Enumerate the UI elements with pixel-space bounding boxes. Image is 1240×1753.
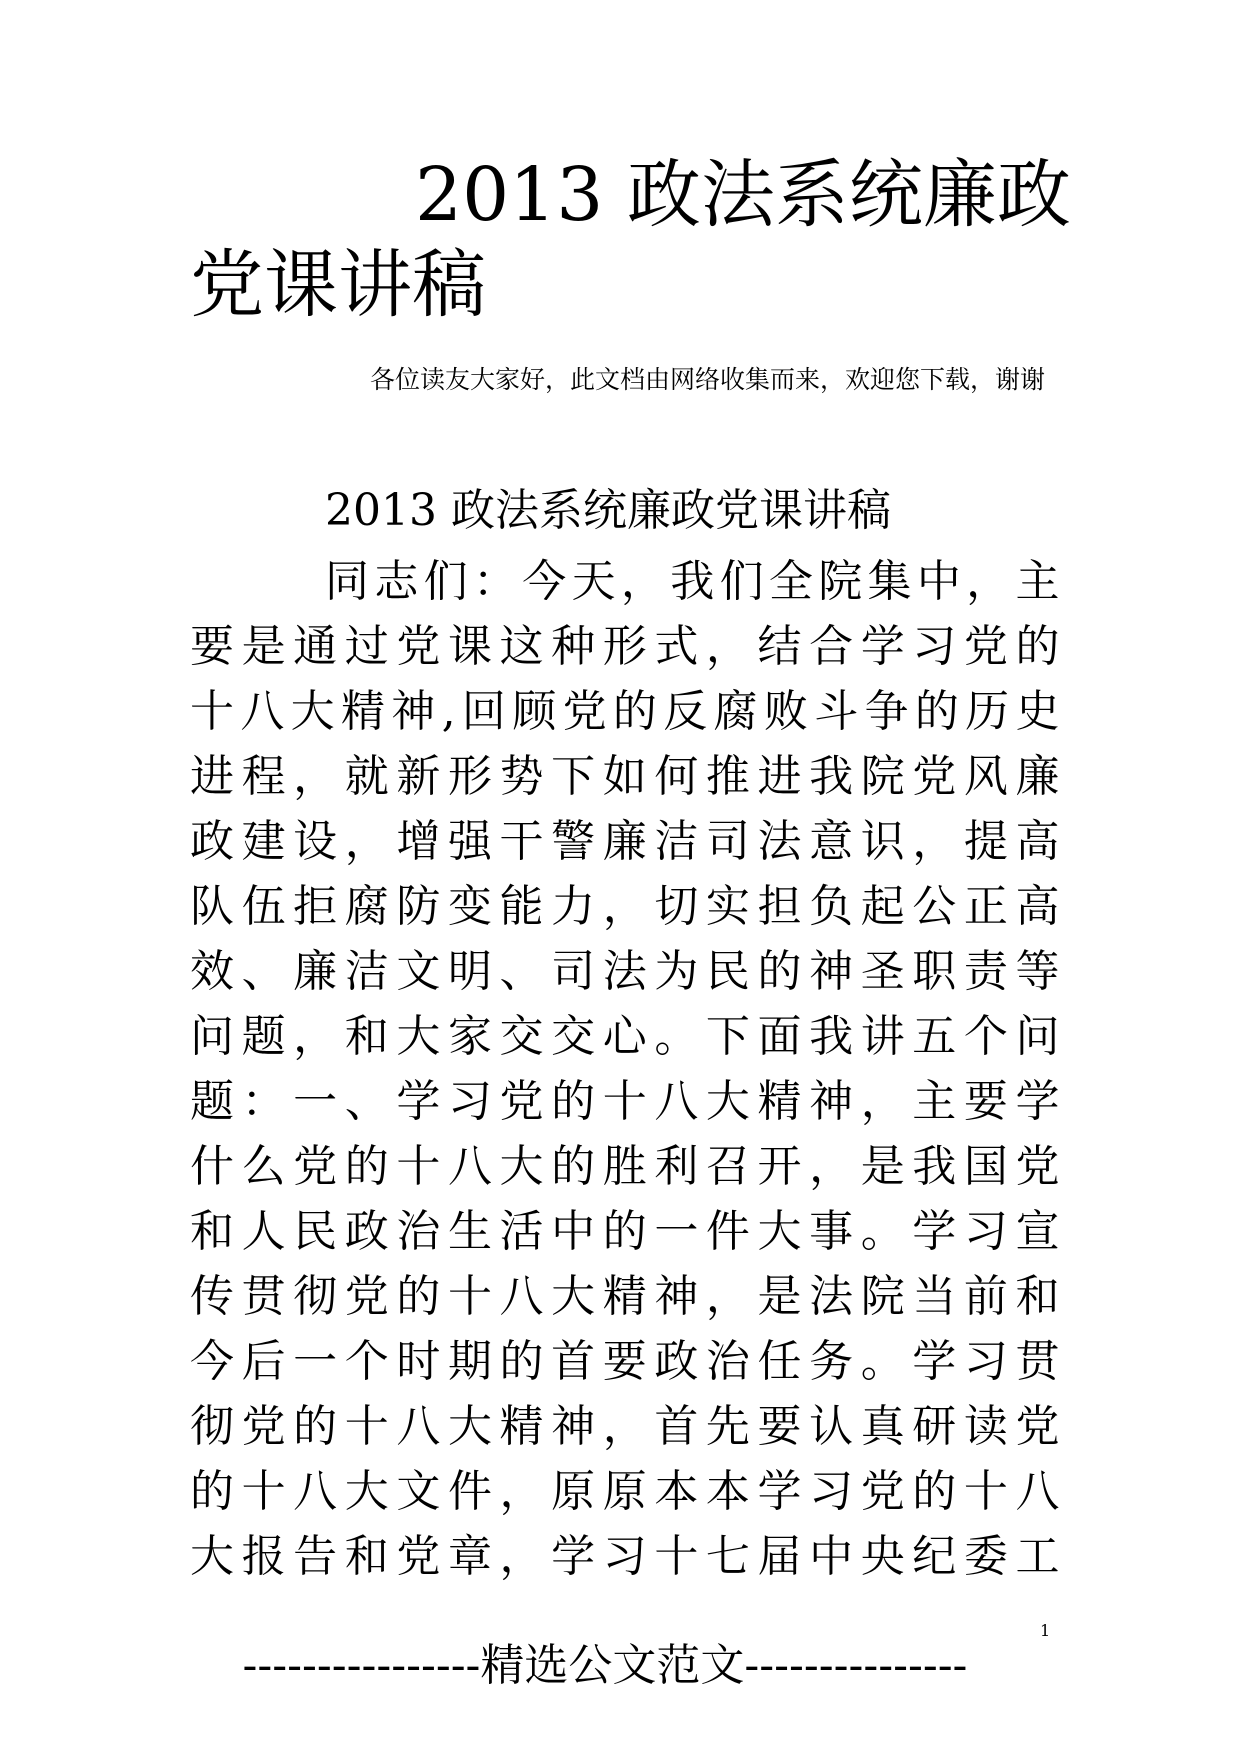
body-line: 进程，就新形势下如何推进我院党风廉 [190, 751, 1060, 802]
body-line: 效、廉洁文明、司法为民的神圣职责等 [190, 946, 1060, 997]
download-notice: 各位读友大家好，此文档由网络收集而来，欢迎您下载，谢谢 [369, 365, 1045, 394]
body-line: 问题，和大家交交心。下面我讲五个问 [190, 1011, 1060, 1062]
body-line: 十八大精神,回顾党的反腐败斗争的历史 [190, 686, 1060, 737]
page-number: 1 [1040, 1621, 1051, 1640]
body-line: 同志们：今天，我们全院集中，主 [325, 556, 1060, 607]
body-line: 队伍拒腐防变能力，切实担负起公正高 [190, 881, 1060, 932]
document-title [190, 150, 1071, 330]
body-line: 今后一个时期的首要政治任务。学习贯 [190, 1336, 1060, 1387]
body-line: 大报告和党章，学习十七届中央纪委工 [190, 1531, 1060, 1582]
title-line-1: 2013 政法系统廉政 [415, 152, 1071, 238]
body-line: 政建设，增强干警廉洁司法意识，提高 [190, 816, 1060, 867]
body-line: 传贯彻党的十八大精神，是法院当前和 [190, 1271, 1060, 1322]
body-line: 什么党的十八大的胜利召开，是我国党 [190, 1141, 1060, 1192]
body-line: 的十八大文件，原原本本学习党的十八 [190, 1466, 1060, 1517]
body-heading: 2013 政法系统廉政党课讲稿 [325, 485, 891, 536]
body-text [190, 549, 1060, 1589]
body-line: 彻党的十八大精神，首先要认真研读党 [190, 1401, 1060, 1452]
title-line-2: 党课讲稿 [190, 242, 486, 328]
body-line: 题：一、学习党的十八大精神，主要学 [190, 1076, 1060, 1127]
body-line: 和人民政治生活中的一件大事。学习宣 [190, 1206, 1060, 1257]
body-line: 要是通过党课这种形式，结合学习党的 [190, 621, 1060, 672]
page-footer: ----------------精选公文范文--------------- [242, 1640, 968, 1691]
